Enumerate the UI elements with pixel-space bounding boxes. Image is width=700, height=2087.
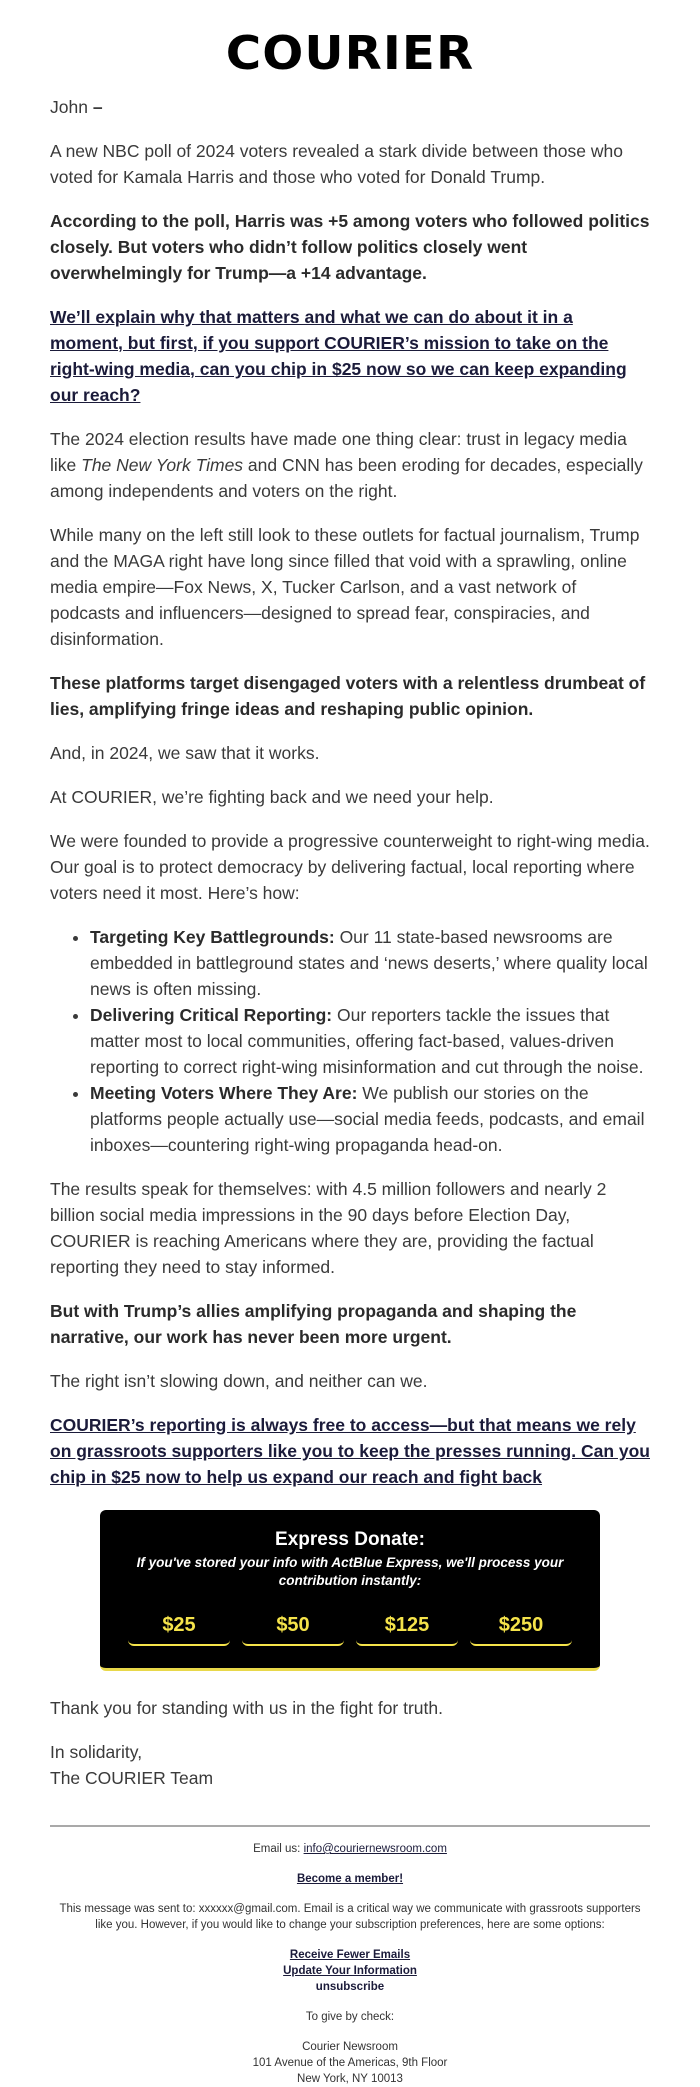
- list-item-text: We publish our stories on the platforms people actually use—social media feeds, podcasts, and email inboxes—countering right-wing propaganda head-on.: [90, 1083, 645, 1155]
- express-donate-box: [100, 1510, 600, 1671]
- greeting-name: John: [50, 97, 88, 117]
- donate-amounts: [100, 1608, 600, 1646]
- greeting: [50, 94, 650, 120]
- express-donate-subtitle: If you've stored your info with ActBlue Express, we'll process your contribution instantly:: [136, 1555, 564, 1588]
- donate-link-primary[interactable]: We’ll explain why that matters and what we can do about it in a moment, but first, if you support COURIER’s mission to take on the right-wing media, can you chip in $25 now so we can keep expanding our reach?: [50, 307, 627, 405]
- paragraph-poll: A new NBC poll of 2024 voters revealed a stark divide between those who voted for Kamala Harris and those who voted for Donald Trump.: [50, 141, 623, 187]
- become-member-link[interactable]: Become a member!: [296, 1873, 404, 1885]
- unsubscribe-link[interactable]: unsubscribe: [315, 1981, 385, 1993]
- paragraph-it-works: And, in 2024, we saw that it works.: [50, 743, 320, 763]
- receive-fewer-emails-link[interactable]: Receive Fewer Emails: [289, 1949, 411, 1961]
- express-donate-title: Express Donate:: [275, 1529, 425, 1550]
- strategy-list: [50, 924, 650, 1158]
- nyt-title: The New York Times: [81, 455, 244, 475]
- list-item-title: Meeting Voters Where They Are:: [90, 1083, 358, 1103]
- signoff: [50, 1739, 650, 1791]
- footer-email-line: [50, 1841, 650, 1857]
- legacy-media-text-b: and CNN has been eroding for decades, especially among independents and voters on the right.: [50, 455, 643, 501]
- address-name: Courier Newsroom: [302, 2041, 398, 2053]
- list-item: [90, 924, 650, 1002]
- footer-preference-links: [50, 1947, 650, 1995]
- list-item-title: Delivering Critical Reporting:: [90, 1005, 333, 1025]
- paragraph-poll-results: According to the poll, Harris was +5 among voters who followed politics closely. But voters who didn’t follow politics closely went overwhelmingly for Trump—a +14 advantage.: [50, 211, 650, 283]
- donate-link-secondary[interactable]: COURIER’s reporting is always free to access—but that means we rely on grassroots supporters like you to keep the presses running. Can you chip in $25 now to help us expand our reach and fight back: [50, 1415, 650, 1487]
- footer-email-label: Email us:: [253, 1843, 304, 1855]
- update-information-link[interactable]: Update Your Information: [283, 1965, 417, 1977]
- list-item: [90, 1080, 650, 1158]
- signoff-text: In solidarity,: [50, 1742, 143, 1762]
- list-item-text: Our reporters tackle the issues that matter most to local communities, offering fact-based, values-driven reporting to correct right-wing misinformation and cut through the noise.: [90, 1005, 644, 1077]
- paragraph-fighting-back: At COURIER, we’re fighting back and we need your help.: [50, 787, 494, 807]
- address-line-1: 101 Avenue of the Americas, 9th Floor: [252, 2057, 448, 2069]
- paragraph-media-empire: While many on the left still look to these outlets for factual journalism, Trump and the MAGA right have long since filled that void with a sprawling, online media empire—Fox News, X, Tucker Carlson, and a vast network of podcasts and influencers—designed to spread fear, conspiracies, and disinformation.: [50, 525, 640, 649]
- paragraph-urgent: But with Trump’s allies amplifying propaganda and shaping the narrative, our work has never been more urgent.: [50, 1301, 577, 1347]
- list-item-title: Targeting Key Battlegrounds:: [90, 927, 335, 947]
- paragraph-legacy-media: [50, 426, 650, 504]
- footer-address: [50, 2039, 650, 2087]
- greeting-dash: –: [87, 97, 103, 117]
- address-line-2: New York, NY 10013: [297, 2073, 403, 2085]
- footer-sent-to: This message was sent to: xxxxxx@gmail.com. Email is a critical way we communicate with grassroots supporters like you. However, if you would like to change your subscription preferences, here are some options:: [59, 1903, 641, 1931]
- signature: The COURIER Team: [50, 1768, 214, 1788]
- footer-check-label: To give by check:: [305, 2011, 395, 2023]
- donate-amount-button[interactable]: $25: [128, 1608, 230, 1646]
- paragraph-platforms: These platforms target disengaged voters with a relentless drumbeat of lies, amplifying fringe ideas and reshaping public opinion.: [50, 673, 646, 719]
- list-item-text: Our 11 state-based newsrooms are embedded in battleground states and ‘news deserts,’ where quality local news is often missing.: [90, 927, 648, 999]
- donate-amount-button[interactable]: $50: [242, 1608, 344, 1646]
- footer-email-link[interactable]: info@couriernewsroom.com: [303, 1843, 447, 1855]
- closing: [0, 1695, 700, 1791]
- paragraph-results: The results speak for themselves: with 4.5 million followers and nearly 2 billion social media impressions in the 90 days before Election Day, COURIER is reaching Americans where they are, providing the factual reporting they need to stay informed.: [50, 1179, 607, 1277]
- footer: [0, 1827, 700, 2087]
- paragraph-not-slowing: The right isn’t slowing down, and neither can we.: [50, 1371, 428, 1391]
- legacy-media-text-a: The 2024 election results have made one thing clear: trust in legacy media like: [50, 429, 627, 475]
- paragraph-founded: We were founded to provide a progressive counterweight to right-wing media. Our goal is to protect democracy by delivering factual, local reporting where voters need it most. Here’s how:: [50, 831, 650, 903]
- donate-amount-button[interactable]: $125: [356, 1608, 458, 1646]
- email-body: [0, 94, 700, 1490]
- donate-amount-button[interactable]: $250: [470, 1608, 572, 1646]
- courier-logo: COURIER: [225, 26, 475, 80]
- list-item: [90, 1002, 650, 1080]
- paragraph-thanks: Thank you for standing with us in the fight for truth.: [50, 1698, 443, 1718]
